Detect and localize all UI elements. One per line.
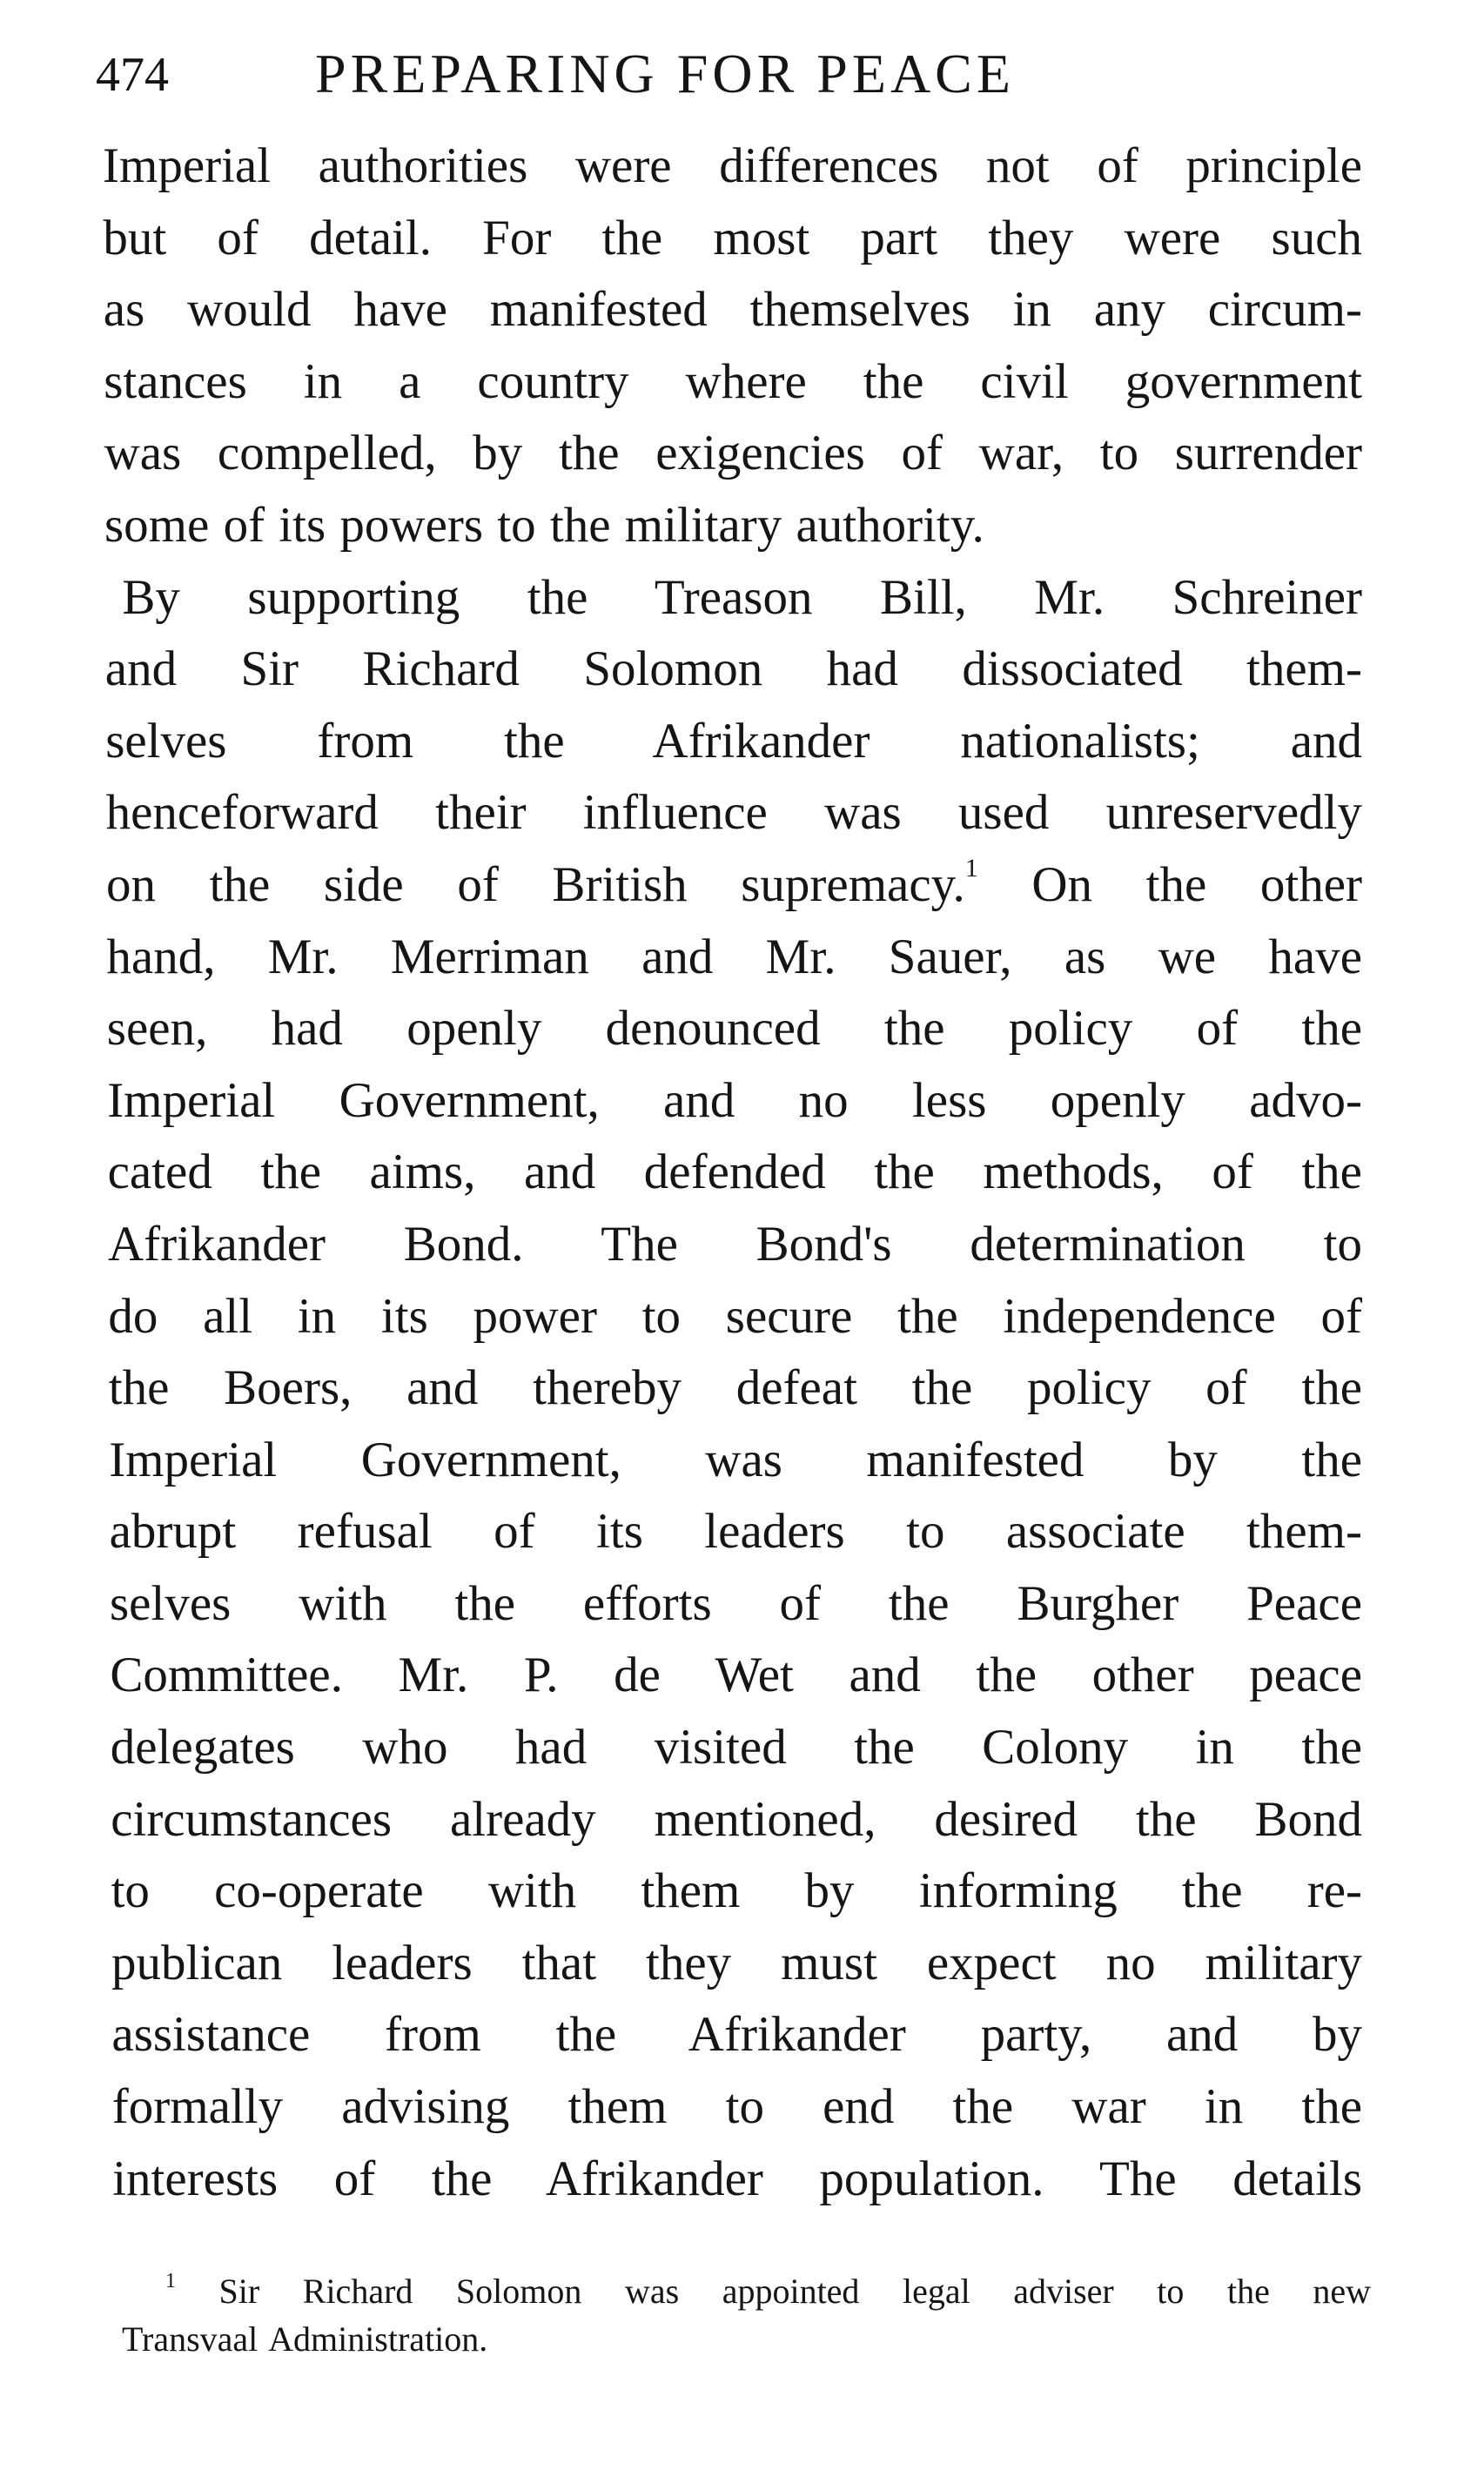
text-line bbox=[106, 849, 1362, 922]
text-line: formally advising them to end the war in the bbox=[111, 2079, 1362, 2135]
text-line: By supporting the Treason Bill, Mr. Schreiner bbox=[122, 569, 1362, 625]
text-line: abrupt refusal of its leaders to associate them- bbox=[109, 1504, 1362, 1560]
footnotes bbox=[122, 2267, 1372, 2363]
text-line: Committee. Mr. P. de Wet and the other peace bbox=[110, 1648, 1362, 1703]
footnote-line bbox=[165, 2267, 1371, 2315]
text-line: selves from the Afrikander nationalists; and bbox=[105, 713, 1362, 769]
text-line: seen, had openly denounced the policy of the bbox=[106, 1001, 1362, 1057]
text-line: cated the aims, and defended the methods, of the bbox=[107, 1144, 1362, 1200]
footnote-reference: 1 bbox=[964, 853, 978, 883]
text-span: on the side of British supremacy. bbox=[106, 856, 965, 912]
text-line: do all in its power to secure the independence of bbox=[108, 1288, 1362, 1344]
footnote-line: Transvaal Administration. bbox=[122, 2319, 488, 2359]
text-line: Afrikander Bond. The Bond's determination to bbox=[108, 1216, 1362, 1272]
text-line: interests of the Afrikander population. The details bbox=[112, 2151, 1362, 2206]
text-line: Imperial authorities were differences not of principle bbox=[103, 138, 1362, 193]
text-line: Imperial Government, and no less openly advo- bbox=[107, 1072, 1362, 1128]
text-line: some of its powers to the military authority. bbox=[104, 497, 984, 553]
text-line: but of detail. For the most part they were such bbox=[103, 210, 1362, 265]
footnote-text: Sir Richard Solomon was appointed legal adviser to the new bbox=[218, 2272, 1372, 2311]
text-line: delegates who had visited the Colony in the bbox=[110, 1720, 1362, 1775]
text-line: stances in a country where the civil government bbox=[104, 353, 1362, 409]
body-text bbox=[103, 131, 1362, 2215]
text-line: as would have manifested themselves in any circum- bbox=[103, 282, 1362, 338]
text-line: to co-operate with them by informing the re- bbox=[111, 1863, 1362, 1919]
text-line: henceforward their influence was used unreservedly bbox=[105, 785, 1362, 841]
text-line: Imperial Government, was manifested by the bbox=[109, 1432, 1362, 1487]
text-line: publican leaders that they must expect no military bbox=[111, 1935, 1362, 1990]
text-line: selves with the efforts of the Burgher Peace bbox=[110, 1575, 1362, 1631]
text-span: On the other bbox=[1031, 856, 1362, 912]
text-line: assistance from the Afrikander party, and by bbox=[111, 2007, 1362, 2063]
footnote-marker: 1 bbox=[165, 2270, 176, 2292]
text-line: circumstances already mentioned, desired the Bond bbox=[111, 1791, 1362, 1847]
text-line: was compelled, by the exigencies of war, to surrender bbox=[104, 426, 1362, 481]
page-number: 474 bbox=[96, 48, 169, 102]
text-line: hand, Mr. Merriman and Mr. Sauer, as we have bbox=[106, 929, 1362, 984]
text-line: the Boers, and thereby defeat the policy of the bbox=[108, 1360, 1362, 1416]
running-title: PREPARING FOR PEACE bbox=[315, 43, 1015, 104]
page-header bbox=[96, 42, 1140, 111]
text-line: and Sir Richard Solomon had dissociated them- bbox=[104, 641, 1362, 697]
